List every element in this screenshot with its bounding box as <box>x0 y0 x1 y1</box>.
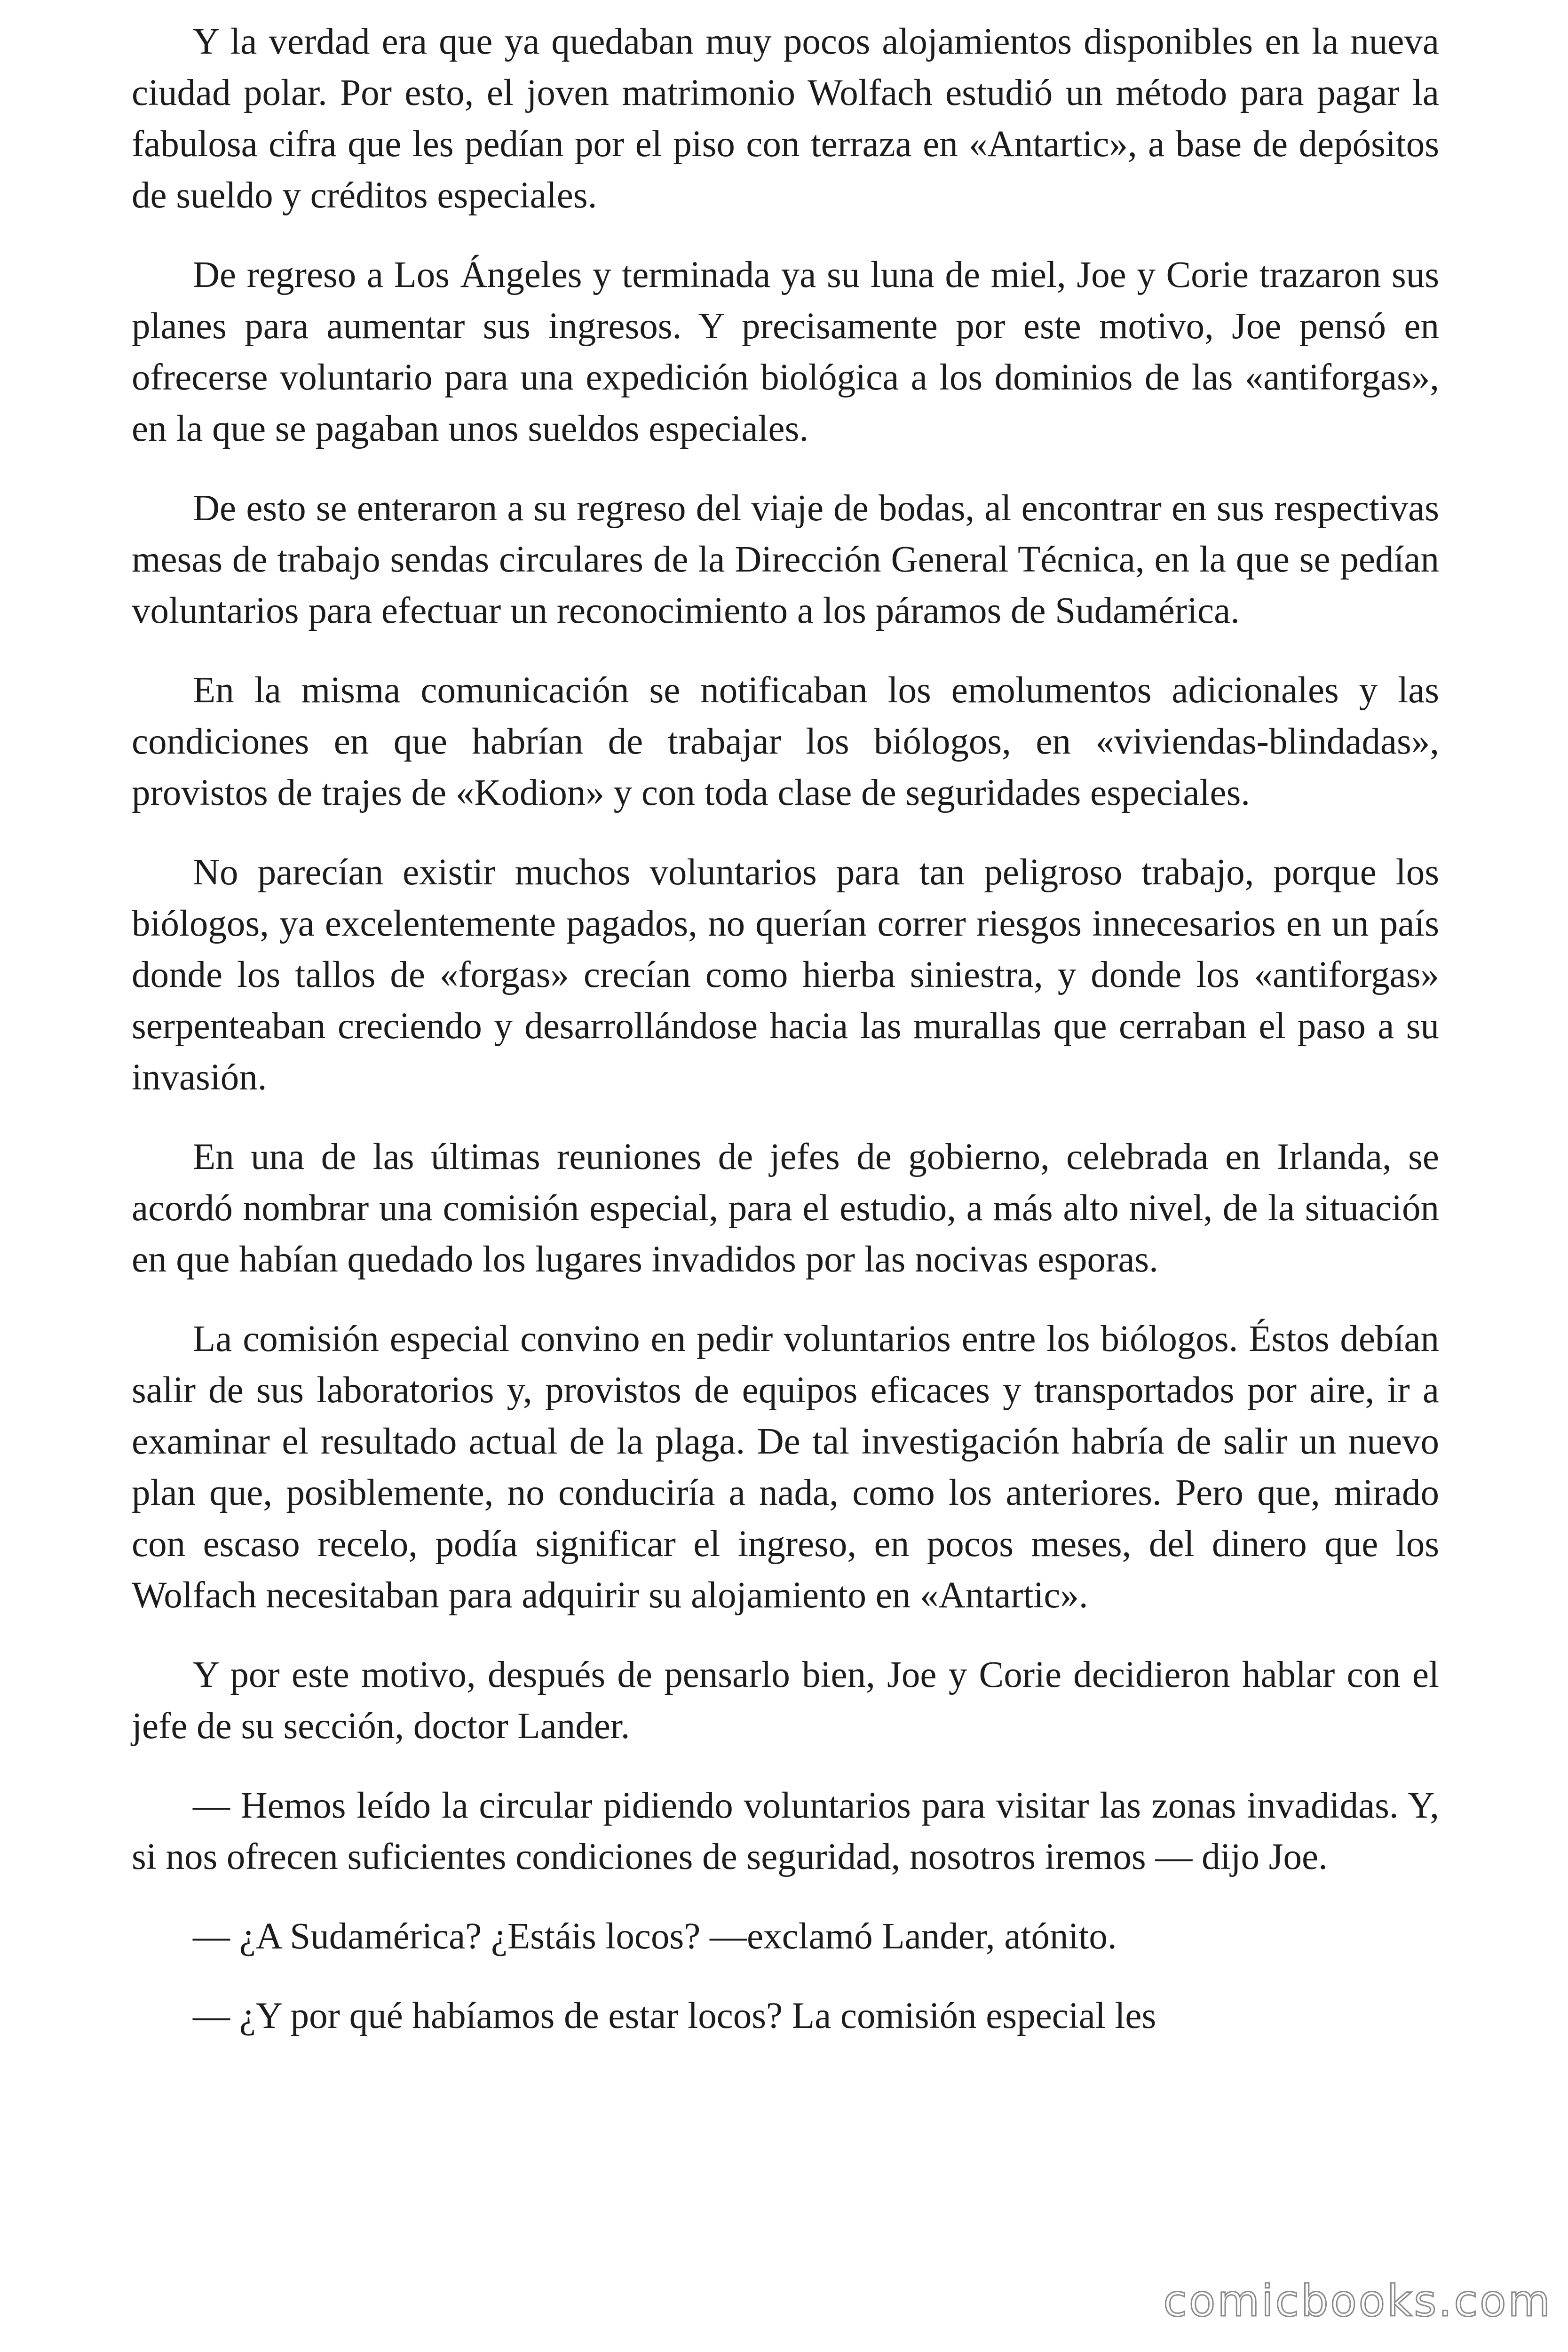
paragraph-2: De regreso a Los Ángeles y terminada ya su luna de miel, Joe y Corie trazaron sus planes para aumentar sus ingresos. Y precisamente por este motivo, Joe pensó en ofrecerse voluntario para una expedición biológica a los dominios de las «antiforgas», en la que se pagaban unos sueldos especiales. <box>132 254 1439 449</box>
book-page-text <box>132 16 1439 2042</box>
dialogue-lander: — ¿A Sudamérica? ¿Estáis locos? —exclamó Lander, atónito. <box>193 1916 1117 1957</box>
dialogue-continuation: — ¿Y por qué habíamos de estar locos? La comisión especial les <box>193 1995 1156 2036</box>
paragraph-7: La comisión especial convino en pedir voluntarios entre los biólogos. Éstos debían salir de sus laboratorios y, provistos de equipos eficaces y transportados por aire, ir a examinar el resultado actual de la plaga. De tal investigación habría de salir un nuevo plan que, posiblemente, no conduciría a nada, como los anteriores. Pero que, mirado con escaso recelo, podía significar el ingreso, en pocos meses, del dinero que los Wolfach necesitaban para adquirir su alojamiento en «Antartic». <box>132 1319 1439 1616</box>
dialogue-joe: — Hemos leído la circular pidiendo voluntarios para visitar las zonas invadidas. Y, si nos ofrecen suficientes condiciones de seguridad, nosotros iremos — dijo Joe. <box>132 1785 1439 1877</box>
paragraph-6: En una de las últimas reuniones de jefes de gobierno, celebrada en Irlanda, se acordó nombrar una comisión especial, para el estudio, a más alto nivel, de la situación en que habían quedado los lugares invadidos por las nocivas esporas. <box>132 1136 1439 1280</box>
paragraph-5: No parecían existir muchos voluntarios para tan peligroso trabajo, porque los biólogos, ya excelentemente pagados, no querían correr riesgos innecesarios en un país donde los tallos de «forgas» crecían como hierba siniestra, y donde los «antiforgas» serpenteaban creciendo y desarrollándose hacia las murallas que cerraban el paso a su invasión. <box>132 852 1439 1098</box>
paragraph-1: Y la verdad era que ya quedaban muy pocos alojamientos disponibles en la nueva ciudad polar. Por esto, el joven matrimonio Wolfach estudió un método para pagar la fabulosa cifra que les pedían por el piso con terraza en «Antartic», a base de depósitos de sueldo y créditos especiales. <box>132 21 1439 216</box>
watermark-logo: comicbooks.com <box>1163 2276 1552 2326</box>
paragraph-8: Y por este motivo, después de pensarlo bien, Joe y Corie decidieron hablar con el jefe de su sección, doctor Lander. <box>132 1654 1439 1747</box>
paragraph-3: De esto se enteraron a su regreso del viaje de bodas, al encontrar en sus respectivas mesas de trabajo sendas circulares de la Dirección General Técnica, en la que se pedían voluntarios para efectuar un reconocimiento a los páramos de Sudamérica. <box>132 488 1439 631</box>
paragraph-4: En la misma comunicación se notificaban los emolumentos adicionales y las condiciones en que habrían de trabajar los biólogos, en «viviendas-blindadas», provistos de trajes de «Kodion» y con toda clase de seguridades especiales. <box>132 670 1439 813</box>
